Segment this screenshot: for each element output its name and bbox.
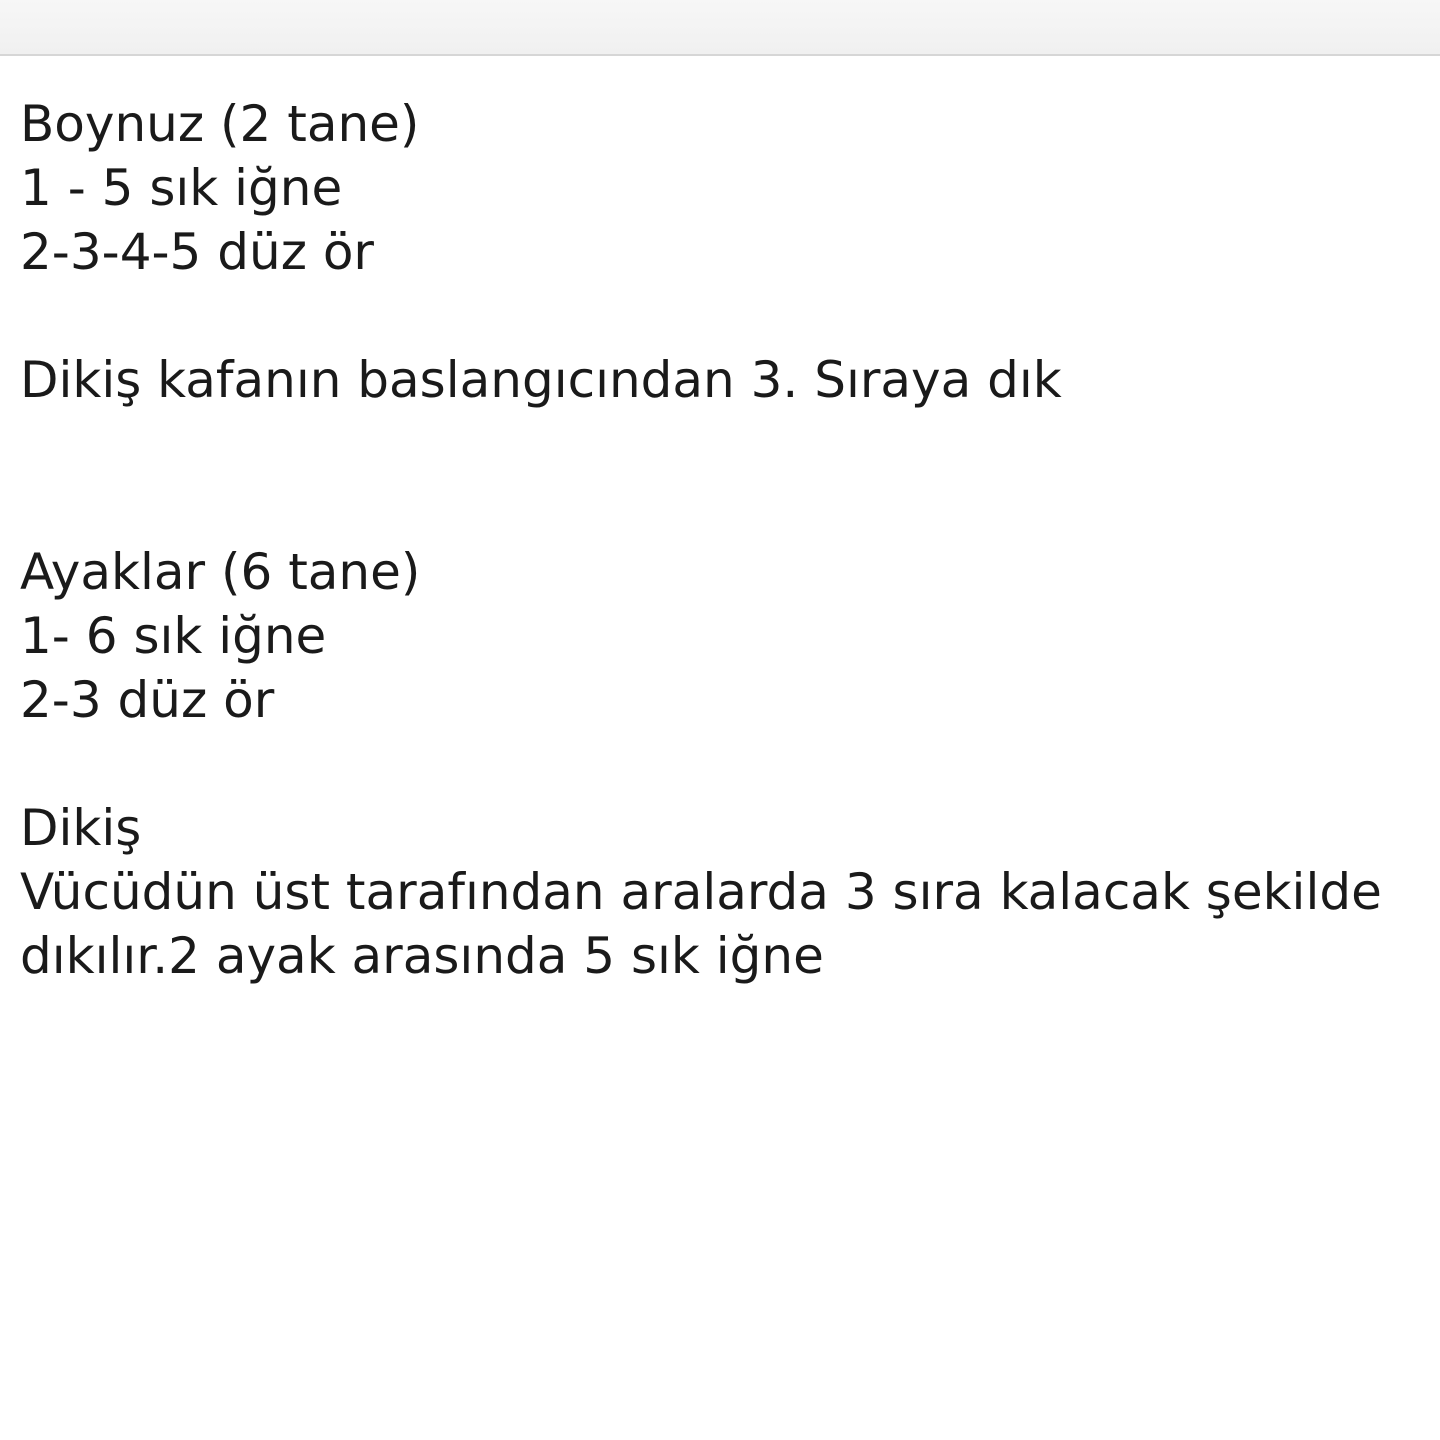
blank-line xyxy=(20,284,1420,348)
legs-row-1: 1- 6 sık iğne xyxy=(20,607,327,665)
blank-lines xyxy=(20,412,1420,540)
sewing-line-2: dıkılır.2 ayak arasında 5 sık iğne xyxy=(20,927,824,985)
sewing-line-1: Vücüdün üst tarafından aralarda 3 sıra kalacak şekilde xyxy=(20,863,1382,921)
legs-title: Ayaklar (6 tane) xyxy=(20,543,421,601)
blank-line xyxy=(20,732,1420,796)
horns-title: Boynuz (2 tane) xyxy=(20,95,420,153)
legs-row-2: 2-3 düz ör xyxy=(20,671,275,729)
horns-row-1: 1 - 5 sık iğne xyxy=(20,159,343,217)
top-toolbar xyxy=(0,0,1440,56)
horns-sewing-instruction: Dikiş kafanın baslangıcından 3. Sıraya dık xyxy=(20,351,1062,409)
horns-row-2: 2-3-4-5 düz ör xyxy=(20,223,374,281)
sewing-title: Dikiş xyxy=(20,799,142,857)
note-body[interactable] xyxy=(20,92,1420,988)
